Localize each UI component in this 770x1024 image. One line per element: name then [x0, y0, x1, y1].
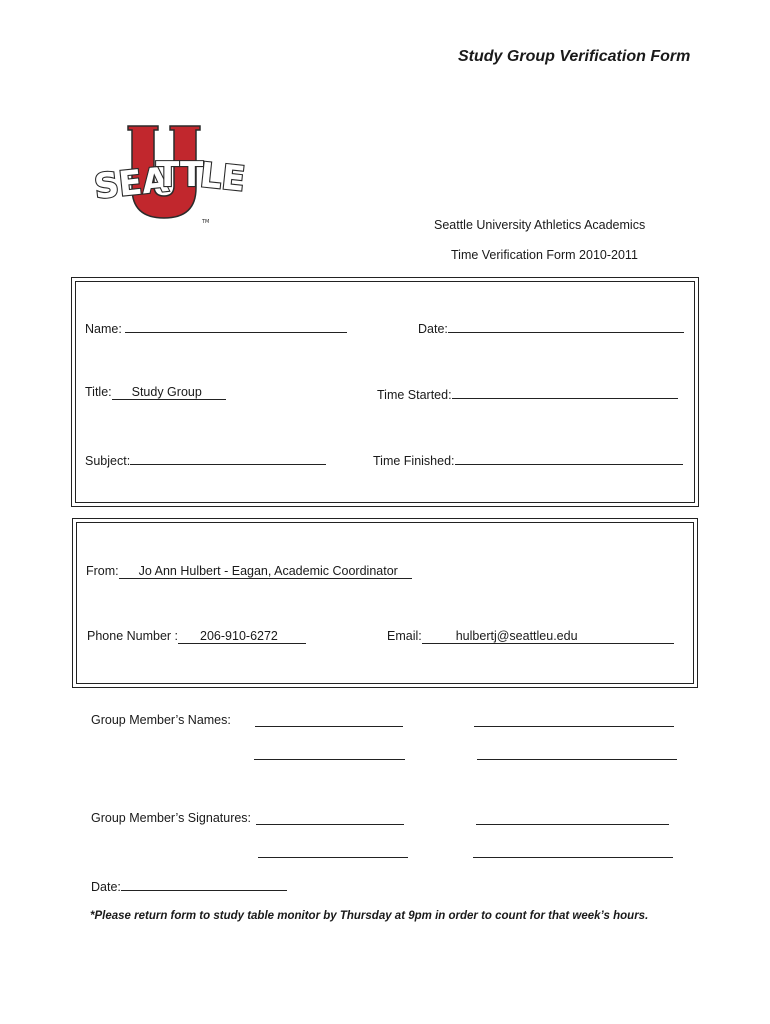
member-signature-blank[interactable]: [258, 844, 408, 858]
form-subtitle: Time Verification Form 2010-2011: [451, 248, 638, 262]
org-line: Seattle University Athletics Academics: [434, 218, 646, 232]
name-blank[interactable]: [125, 319, 347, 333]
time-started-field[interactable]: Time Started:: [377, 385, 678, 402]
subject-field[interactable]: Subject:: [85, 451, 326, 468]
logo-letters-left: SEA: [92, 159, 171, 208]
logo-letters-mid: TT: [156, 155, 204, 195]
from-field: From: Jo Ann Hulbert - Eagan, Academic Coordinator: [86, 564, 412, 579]
date-field[interactable]: Date:: [418, 319, 684, 336]
seattle-u-logo: [88, 122, 260, 226]
member-name-blank[interactable]: [255, 713, 403, 727]
contact-info-box: [72, 518, 698, 688]
name-field[interactable]: Name:: [85, 319, 347, 336]
phone-value: 206-910-6272: [178, 629, 306, 644]
time-finished-blank[interactable]: [455, 451, 683, 465]
email-value[interactable]: hulbertj@seattleu.edu: [422, 629, 674, 644]
footer-note: *Please return form to study table monitor by Thursday at 9pm in order to count for that week’s hours.: [90, 910, 649, 922]
from-value: Jo Ann Hulbert - Eagan, Academic Coordinator: [119, 564, 412, 579]
member-name-blank[interactable]: [474, 713, 674, 727]
group-names-label: Group Member’s Names:: [91, 713, 231, 727]
phone-field: Phone Number : 206-910-6272: [87, 629, 306, 644]
member-name-blank[interactable]: [254, 746, 405, 760]
title-field[interactable]: Title: Study Group: [85, 385, 226, 400]
logo-letters-right: LE: [198, 155, 247, 200]
time-finished-field[interactable]: Time Finished:: [373, 451, 683, 468]
group-date-blank[interactable]: [121, 877, 287, 891]
member-name-blank[interactable]: [477, 746, 677, 760]
member-signature-blank[interactable]: [473, 844, 673, 858]
subject-blank[interactable]: [130, 451, 326, 465]
date-blank[interactable]: [448, 319, 684, 333]
time-started-blank[interactable]: [452, 385, 678, 399]
title-value: Study Group: [112, 385, 226, 400]
group-signatures-label: Group Member’s Signatures:: [91, 811, 252, 825]
member-signature-blank[interactable]: [256, 811, 404, 825]
form-title: Study Group Verification Form: [458, 48, 691, 65]
email-field: Email: hulbertj@seattleu.edu: [387, 629, 674, 644]
trademark-mark: TM: [202, 219, 210, 225]
group-date-field[interactable]: Date:: [91, 877, 287, 894]
member-signature-blank[interactable]: [476, 811, 669, 825]
